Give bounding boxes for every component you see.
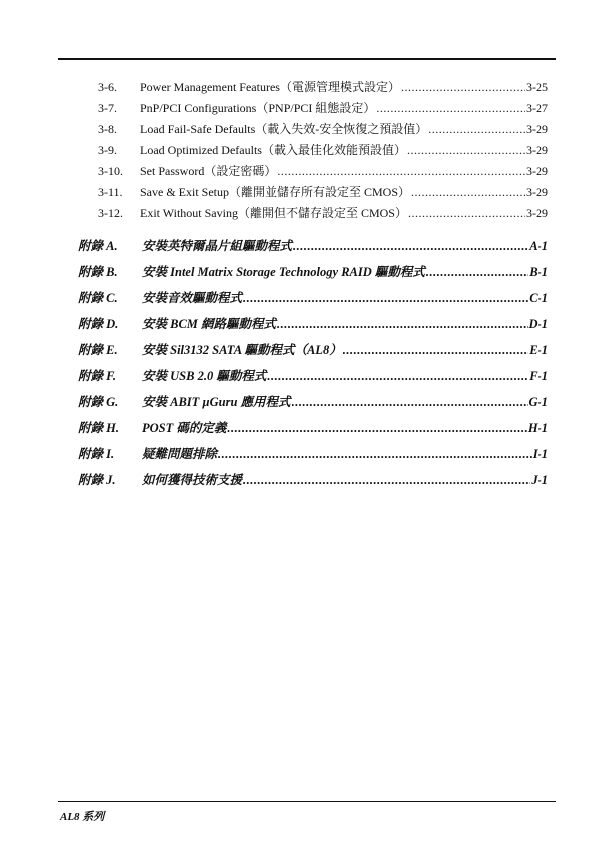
toc-appendix-entry[interactable] [78,418,548,438]
appendix-page: I-1 [532,447,548,461]
toc-entry-title: PnP/PCI Configurations（PNP/PCI 組態設定） [140,101,376,115]
appendix-number: 附錄 I. [78,447,115,461]
toc-entry-number: 3-11. [98,185,123,199]
toc-leader-dots [243,291,528,306]
appendix-title: 安裝 ABIT µGuru 應用程式 [142,395,291,409]
toc-leader-dots [343,343,529,358]
toc-appendix-entry[interactable] [78,236,548,256]
toc-entry[interactable] [98,99,548,119]
toc-leader-dots [227,421,526,436]
appendix-title: 安裝 USB 2.0 驅動程式 [142,369,267,383]
toc-leader-dots [292,395,528,410]
toc-entry-number: 3-8. [98,122,117,136]
toc-leader-dots [408,206,525,221]
toc-appendix-entry[interactable] [78,470,548,490]
toc-leader-dots [411,185,525,200]
appendix-page: H-1 [527,421,548,435]
appendix-number: 附錄 G. [78,395,119,409]
toc-entry-title: Exit Without Saving（離開但不儲存設定至 CMOS） [140,206,407,220]
toc-leader-dots [243,473,530,488]
toc-entry-title: Power Management Features（電源管理模式設定） [140,80,400,94]
toc-entry[interactable] [98,162,548,182]
appendix-title: 安裝 Intel Matrix Storage Technology RAID 驅動程式 [142,265,425,279]
appendix-page: E-1 [529,343,548,357]
appendix-page: A-1 [529,239,548,253]
toc-leader-dots [277,164,525,179]
appendix-title: 安裝 BCM 網路驅動程式 [142,317,277,331]
toc-entry-page: 3-29 [526,122,548,136]
toc-appendix-entry[interactable] [78,444,548,464]
toc-leader-dots [426,265,528,280]
toc-entry[interactable] [98,141,548,161]
appendix-title: 安裝音效驅動程式 [142,291,243,305]
toc-entry-number: 3-6. [98,80,117,94]
appendix-title: 安裝 Sil3132 SATA 驅動程式（AL8） [142,343,342,357]
appendix-number: 附錄 H. [78,421,119,435]
toc-appendix-entry[interactable] [78,340,548,360]
toc-entry-number: 3-10. [98,164,123,178]
toc-appendix-entry[interactable] [78,288,548,308]
appendix-number: 附錄 F. [78,369,116,383]
toc-entry-number: 3-12. [98,206,123,220]
toc-leader-dots [407,143,525,158]
appendix-page: C-1 [529,291,548,305]
toc-leader-dots [267,369,528,384]
toc-entry-title: Set Password（設定密碼） [140,164,277,178]
appendix-page: B-1 [529,265,548,279]
toc-leader-dots [218,447,532,462]
toc-leader-dots [293,239,528,254]
toc-entry-number: 3-9. [98,143,117,157]
footer-rule [58,801,556,802]
toc-entry[interactable] [98,204,548,224]
toc-entry-title: Save & Exit Setup（離開並儲存所有設定至 CMOS） [140,185,411,199]
toc-appendix-entry[interactable] [78,262,548,282]
appendix-number: 附錄 C. [78,291,118,305]
toc-leader-dots [277,317,528,332]
toc-entry-title: Load Fail-Safe Defaults（載入失效-安全恢復之預設值） [140,122,428,136]
appendix-page: J-1 [531,473,548,487]
appendix-page: F-1 [529,369,548,383]
toc-entry-page: 3-29 [526,143,548,157]
toc-appendix-entry[interactable] [78,314,548,334]
toc-entry[interactable] [98,78,548,98]
toc-entry[interactable] [98,120,548,140]
appendix-title: 如何獲得技術支援 [142,473,243,487]
toc-leader-dots [401,80,525,95]
appendix-number: 附錄 E. [78,343,118,357]
toc-entry-page: 3-29 [526,206,548,220]
toc-entry-page: 3-27 [526,101,548,115]
appendix-title: 疑難問題排除 [142,447,218,461]
toc-entry-page: 3-29 [526,185,548,199]
header-rule [58,58,556,60]
appendix-number: 附錄 A. [78,239,118,253]
appendix-page: D-1 [528,317,548,331]
appendix-number: 附錄 D. [78,317,119,331]
toc-entry-page: 3-29 [526,164,548,178]
appendix-number: 附錄 B. [78,265,118,279]
toc-entry-title: Load Optimized Defaults（載入最佳化效能預設值） [140,143,406,157]
toc-entry[interactable] [98,183,548,203]
toc-entry-number: 3-7. [98,101,117,115]
toc-leader-dots [428,122,525,137]
appendix-title: POST 碼的定義 [142,421,227,435]
toc-appendix-entry[interactable] [78,392,548,412]
appendix-number: 附錄 J. [78,473,116,487]
appendix-title: 安裝英特爾晶片組驅動程式 [142,239,293,253]
toc-leader-dots [376,101,525,116]
appendix-page: G-1 [528,395,548,409]
toc-entry-page: 3-25 [526,80,548,94]
footer-product-series: AL8 系列 [60,811,105,823]
toc-appendix-entry[interactable] [78,366,548,386]
